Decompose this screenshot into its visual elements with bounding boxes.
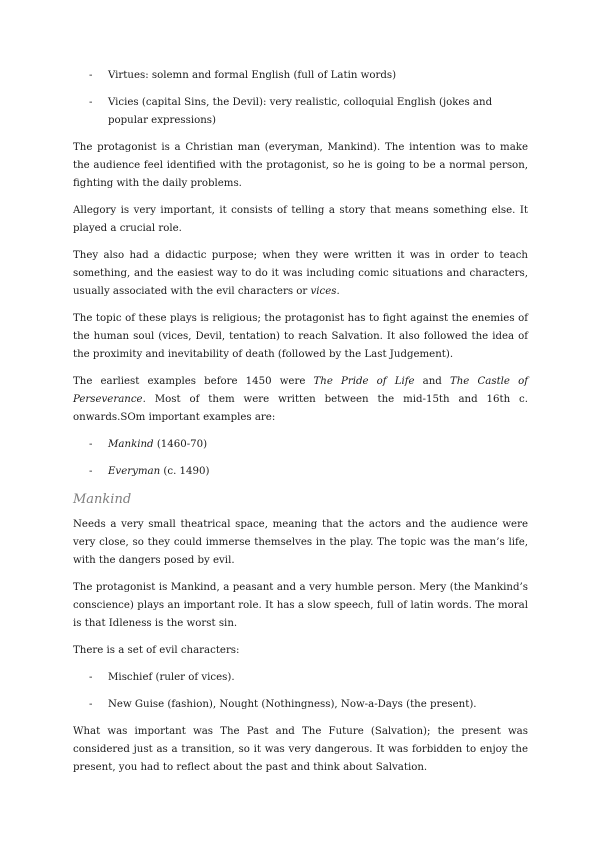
paragraph-protagonist: The protagonist is a Christian man (everyman, Mankind). The intention was to make the audience feel identified with the protagonist, so he is going to be a normal person, fighting with the daily problems. [73, 142, 528, 189]
document-body [73, 67, 528, 786]
paragraph-text: and [414, 376, 450, 387]
list-item [73, 94, 528, 130]
list-item [73, 436, 528, 454]
paragraph-examples [73, 373, 528, 427]
paragraph-topic: The topic of these plays is religious; the protagonist has to fight against the enemies of the human soul (vices, Devil, tentation) to reach Salvation. It also followed the idea of the proximity and inevitability of death (followed by the Last Judgement). [73, 313, 528, 360]
list-item-text: New Guise (fashion), Nought (Nothingness), Now-a-Days (the present). [108, 699, 477, 710]
paragraph-text: . [336, 286, 340, 297]
list-item [73, 67, 528, 85]
dash-bullet: - [89, 439, 93, 450]
paragraph-text: . Most of them were written between the mid-15th and 16th c. onwards.SOm important examples are: [73, 394, 528, 423]
examples-list [73, 436, 528, 481]
list-item [73, 669, 528, 687]
paragraph-space: Needs a very small theatrical space, meaning that the actors and the audience were very close, so they could immerse themselves in the play. The topic was the man’s life, with the dangers posed by evil. [73, 519, 528, 566]
register-list [73, 67, 528, 130]
evil-characters-list [73, 669, 528, 714]
list-item-text: Mischief (ruler of vices). [108, 672, 235, 683]
paragraph-mankind: The protagonist is Mankind, a peasant and a very humble person. Mery (the Mankind’s conscience) plays an important role. It has a slow speech, full of latin words. The moral is that Idleness is the worst sin. [73, 582, 528, 629]
paragraph-text: They also had a didactic purpose; when they were written it was in order to teach something, and the easiest way to do it was including comic situations and characters, usually associated with the evil characters or [73, 250, 528, 297]
play-date: (1460-70) [153, 439, 208, 450]
emphasis-vices: vices [310, 286, 337, 297]
list-item-text: Virtues: solemn and formal English (full of Latin words) [108, 70, 397, 81]
dash-bullet: - [89, 699, 93, 710]
list-item-text: Vicies (capital Sins, the Devil): very realistic, colloquial English (jokes and popular expressions) [108, 97, 493, 126]
play-title: Mankind [108, 439, 154, 450]
play-title: The Castle of Perseverance [73, 376, 528, 405]
list-item [73, 696, 528, 714]
play-date: (c. 1490) [160, 466, 210, 477]
paragraph-text: The earliest examples before 1450 were [73, 376, 314, 387]
paragraph-didactic [73, 247, 528, 301]
section-heading: Mankind [73, 492, 132, 507]
paragraph-evil-intro: There is a set of evil characters: [73, 645, 240, 656]
play-title: Everyman [108, 466, 161, 477]
dash-bullet: - [89, 97, 93, 108]
dash-bullet: - [89, 70, 93, 81]
dash-bullet: - [89, 466, 93, 477]
list-item [73, 463, 528, 481]
paragraph-allegory: Allegory is very important, it consists of telling a story that means something else. It played a crucial role. [73, 205, 528, 234]
play-title: The Pride of Life [313, 376, 415, 387]
paragraph-past-future: What was important was The Past and The Future (Salvation); the present was considered just as a transition, so it was very dangerous. It was forbidden to enjoy the present, you had to reflect about the past and think about Salvation. [73, 726, 528, 773]
dash-bullet: - [89, 672, 93, 683]
